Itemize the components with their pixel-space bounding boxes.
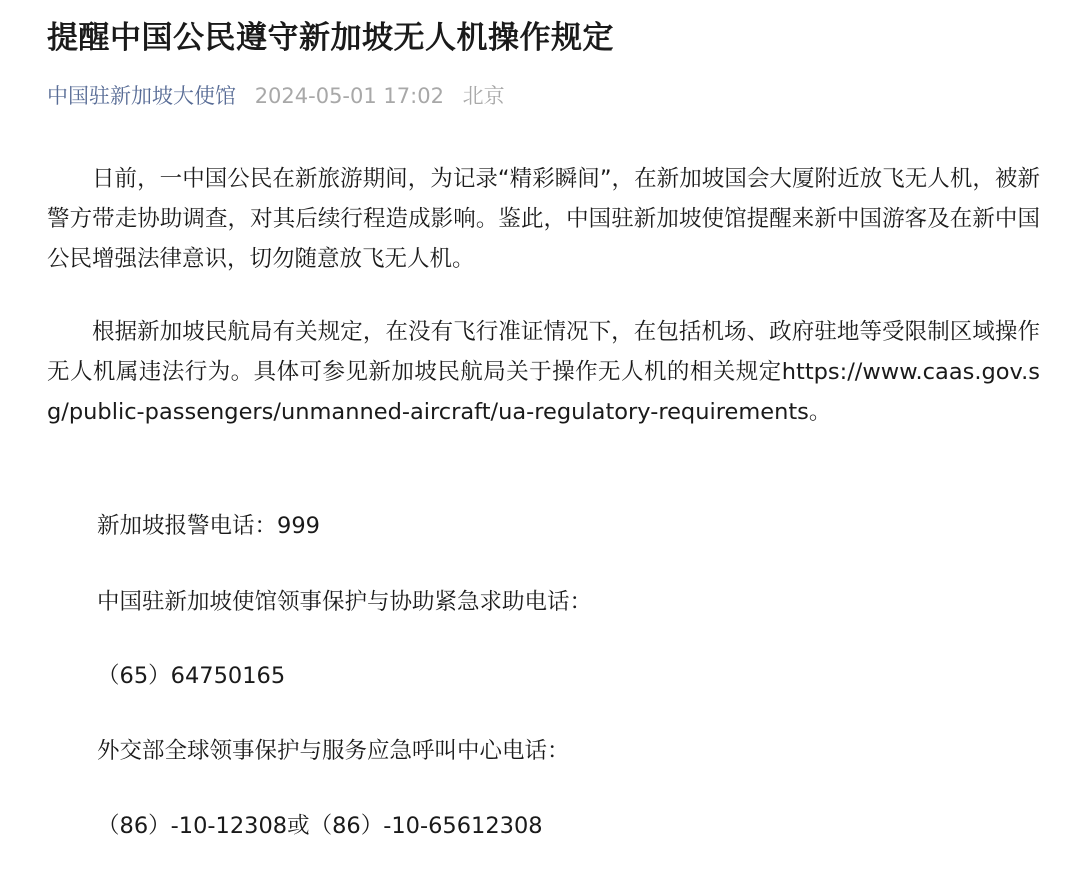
publish-date: 2024-05-01 17:02 [254,84,444,108]
paragraph-2-body: 根据新加坡民航局有关规定，在没有飞行准证情况下，在包括机场、政府驻地等受限制区域操作无人机属违法行为。具体可参见新加坡民航局关于操作无人机的相关规定 [47,319,1040,385]
paragraph-2-end: 。 [808,399,832,425]
article-meta [47,80,505,112]
mfa-hotline-number: （86）-10-12308或（86）-10-65612308 [97,813,543,839]
paragraph-1 [47,159,1040,279]
caas-regulation-url: https://www.caas.gov.sg/public-passengers/unmanned-aircraft/ua-regulatory-requirements [47,359,1040,425]
paragraph-2-text [47,312,1040,432]
publish-location: 北京 [462,84,505,108]
police-hotline: 新加坡报警电话：999 [97,513,320,539]
paragraph-1-text: 日前，一中国公民在新旅游期间，为记录“精彩瞬间”，在新加坡国会大厦附近放飞无人机，被新警方带走协助调查，对其后续行程造成影响。鉴此，中国驻新加坡使馆提醒来新中国游客及在新中国公民增强法律意识，切勿随意放飞无人机。 [47,166,1040,272]
paragraph-2 [47,312,1040,432]
embassy-hotline-label: 中国驻新加坡使馆领事保护与协助紧急求助电话： [97,589,593,615]
embassy-hotline-number: （65）64750165 [97,663,286,689]
article-title: 提醒中国公民遵守新加坡无人机操作规定 [47,20,614,56]
mfa-hotline-label: 外交部全球领事保护与服务应急呼叫中心电话： [97,738,570,764]
source-account-link[interactable]: 中国驻新加坡大使馆 [47,84,236,108]
